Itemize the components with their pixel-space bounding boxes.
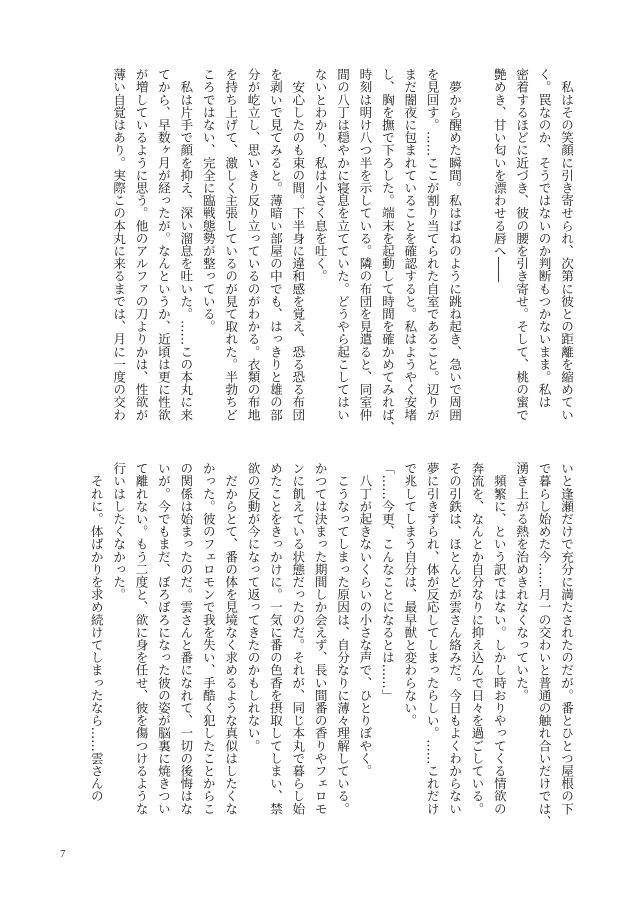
text-line: ころではない、完全に臨戦態勢が整っている。 [200,68,216,333]
text-line: で暮らし始めた今……月一の交わいと普通の触れ合いだけでは、 [536,462,552,828]
text-line: 八丁が起きないくらいの小さな声で、ひとりぼやく。 [357,462,373,777]
text-line: 奔流を、なんとか自分なりに抑え込んで日々を過ごしている。 [469,462,485,815]
text-line: を見回す。……ここが割り当てられた自室であること。辺りが [424,68,440,421]
text-line: それに。体ばかりを求め続けてしまったなら……雲さんの [88,462,104,803]
text-line: まだ闇夜に包まれていることを確認すると。私はようやく安堵 [402,68,418,421]
lower-text-block [84,462,577,832]
text-line: が増しているように思う。他のアルファの刀よりかは、性欲が [133,68,149,421]
text-line: 行いはしたくなかった。 [111,462,127,601]
text-line: を持ち上げて、激しく主張しているのが見て取れた。半勃ちど [223,68,239,421]
text-line: 「……今更、こんなことになるとは……」 [379,462,395,702]
text-line: めたことをきっかけに。一気に番の色香を摂取してしまい、禁 [267,462,283,815]
text-line: 夢から醒めた瞬間。私はばねのように跳ね起き、急いで周囲 [447,68,463,421]
text-line: 欲の反動が今になって返ってきたのかもしれない。 [245,462,261,752]
text-line: てから、早数ヶ月が経ったが。なんというか、近頃は更に性欲 [155,68,171,421]
text-line: かつては決まった期間しか会えず、長い間番の香りやフェロモ [312,462,328,815]
text-line: て離れない。もう二度と、欲に身を任せ、彼を傷つけるような [133,462,149,815]
text-line: 密着するほどに近づき、彼の腰を引き寄せ。そして、桃の蜜で [514,68,530,421]
text-line: その引鉄は、ほとんどが雲さん絡みだ。今日もよくわからない [447,462,463,815]
text-line: の関係は始まったのだ。雲さんと番になれて、一切の後悔はな [178,462,194,815]
text-line: し、胸を撫で下ろした。端末を起動して時間を確かめてみれば、 [379,68,395,434]
upper-text-block [107,68,577,436]
text-line: 時刻は明け八つ半を示している。隣の布団を見遣ると、同室仲 [357,68,373,421]
text-line: 安心したのも束の間。下半身に違和感を覚え、恐る恐る布団 [290,68,306,421]
text-line: かった。彼のフェロモンで我を失い、手酷く犯したことからこ [200,462,216,815]
text-line: ないとわかり、私は小さく息を吐く。 [312,68,328,283]
text-line [465,68,487,436]
text-line: 私は片手で顔を抑え、深い溜息を吐いた。……この本丸に来 [178,68,194,421]
text-line: 夢に引きずられ、体が反応してしまったらしい。……これだけ [424,462,440,815]
text-line: 艶めき、甘い匂いを漂わせる唇へ―― [491,68,507,283]
text-line: 私はその笑顔に引き寄せられ、次第に彼との距離を縮めてい [559,68,574,421]
text-line: 湧き上がる熱を治めきれなくなっていた。 [514,462,530,702]
text-line: 薄い自覚はあり。実際この本丸に来るまでは、月に一度の交わ [111,68,127,421]
text-line: いと逢瀬だけで充分に満たされたのだが。番とひとつ屋根の下 [559,462,574,815]
page-number: 7 [60,848,66,860]
text-line: 頻繁に、という訳ではない。しかし時おりやってくる情欲の [491,462,507,815]
text-line: こうなってしまった原因は、自分なりに薄々理解している。 [335,462,351,815]
text-line: ンに飢えている状態だったのだ。それが、同じ本丸で暮らし始 [290,462,306,815]
text-line: いが。今でもまだ、ぼろぼろになった彼の姿が脳裏に焼きつい [155,462,171,815]
text-line: を剥いで見てみると。薄暗い部屋の中でも、はっきりと雄の部 [267,68,283,421]
text-line: く。罠なのか、そうではないのか判断もつかないまま。私は [536,68,552,409]
text-line: 間の八丁は穏やかに寝息を立てていた。どうやら起こしてはい [335,68,351,421]
text-line: 分が屹立し、思いきり反り立っているのがわかる。衣類の布地 [245,68,261,421]
text-line: だからとて、番の体を見境なく求めるような真似はしたくな [223,462,239,815]
text-line: で兆してしまう自分は、最早獣と変わらない。 [402,462,418,727]
